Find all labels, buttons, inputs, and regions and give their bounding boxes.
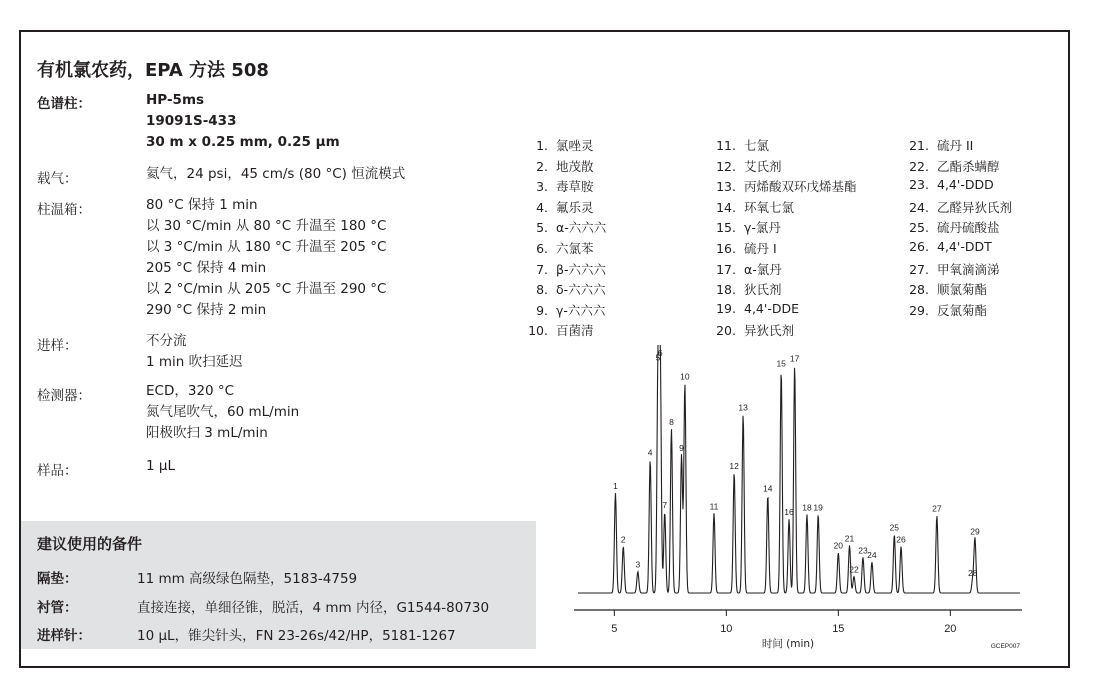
detector-line: 氮气尾吹气，60 mL/min: [146, 404, 300, 420]
legend-item: [526, 136, 594, 154]
legend-name: 4,4'-DDT: [937, 239, 992, 254]
legend-item: [714, 260, 782, 278]
legend-number: 4.: [536, 199, 548, 215]
peak-label: 26: [896, 534, 906, 545]
legend-name: 甲氧滴滴涕: [937, 261, 1000, 277]
liner-label: 衬管：: [37, 600, 78, 616]
legend-item: [526, 239, 594, 257]
legend-name: 毒草胺: [556, 179, 594, 195]
oven-label: 柱温箱：: [37, 202, 91, 218]
legend-item: [526, 177, 594, 195]
column-label: 色谱柱：: [37, 96, 91, 112]
legend-number: 11.: [716, 138, 736, 153]
legend-item: [526, 198, 594, 216]
legend-name: 乙酯杀螨醇: [937, 158, 1000, 174]
peak-label: 24: [867, 550, 877, 561]
legend-name: δ-六六六: [556, 282, 606, 298]
legend-number: 12.: [716, 158, 736, 174]
legend-name: α-氯丹: [744, 261, 782, 277]
legend-number: 26.: [909, 239, 929, 254]
carrier-line: 氦气，24 psi，45 cm/s (80 °C) 恒流模式: [146, 166, 406, 182]
legend-number: 15.: [716, 220, 736, 236]
carrier-label: 载气：: [37, 171, 78, 187]
legend-item: [907, 260, 1000, 278]
liner-value: 直接连接，单细径锥，脱活，4 mm 内径，G1544-80730: [137, 600, 490, 616]
peak-label: 27: [932, 503, 942, 514]
detector-line: 阳极吹扫 3 mL/min: [146, 425, 268, 441]
legend-name: 地茂散: [556, 158, 594, 174]
injection-label: 进样：: [37, 338, 78, 354]
peak-label: 28: [967, 567, 978, 578]
sample-line: 1 μL: [146, 458, 175, 474]
peak-label: 9: [679, 442, 684, 453]
x-axis-title: 时间 (min): [761, 638, 815, 650]
legend-name: 乙醛异狄氏剂: [937, 199, 1013, 215]
legend-number: 8.: [536, 282, 548, 298]
legend-number: 14.: [716, 199, 736, 215]
legend-item: [907, 218, 1000, 236]
peak-label: 11: [709, 501, 719, 512]
legend-item: [526, 280, 606, 298]
peak-label: 25: [889, 522, 900, 533]
syringe-label: 进样针：: [37, 628, 91, 644]
legend-number: 21.: [909, 138, 929, 153]
legend-number: 5.: [536, 220, 548, 236]
legend-name: γ-氯丹: [744, 220, 781, 236]
legend-name: 反氯菊酯: [937, 302, 988, 318]
legend-item: [907, 136, 973, 154]
legend-name: 硫丹硫酸盐: [937, 220, 1000, 236]
figure-code: GCEP007: [990, 643, 1020, 650]
legend-item: [714, 321, 794, 339]
syringe-value: 10 μL，锥尖针头，FN 23-26s/42/HP，5181-1267: [137, 628, 456, 644]
legend-name: 狄氏剂: [744, 282, 782, 298]
column-line: 19091S-433: [146, 113, 237, 129]
parts-title: 建议使用的备件: [37, 535, 143, 553]
carrier-value: [146, 164, 405, 185]
injection-value: [146, 331, 243, 373]
injection-line: 不分流: [146, 333, 187, 349]
legend-item: [907, 157, 1000, 175]
legend-name: 4,4'-DDE: [744, 300, 799, 316]
legend-number: 24.: [909, 199, 929, 215]
peak-label: 17: [789, 353, 800, 364]
legend-number: 19.: [716, 300, 736, 316]
legend-item: [907, 280, 987, 298]
x-tick-label: 20: [944, 623, 957, 635]
detector-label: 检测器：: [37, 388, 91, 404]
septa-value: 11 mm 高级绿色隔垫，5183-4759: [137, 571, 358, 587]
legend-item: [907, 301, 987, 319]
detector-value: [146, 381, 299, 444]
septa-label: 隔垫：: [37, 571, 78, 587]
legend-number: 25.: [909, 220, 929, 236]
oven-line: 以 2 °C/min 从 205 °C 升温至 290 °C: [146, 281, 387, 297]
peak-label: 4: [647, 447, 653, 458]
oven-value: [146, 195, 387, 321]
legend-item: [907, 239, 992, 254]
legend-name: 六氯苯: [556, 241, 594, 256]
peak-label: 8: [669, 416, 674, 427]
legend-item: [714, 218, 781, 236]
legend-item: [526, 260, 606, 278]
x-tick-label: 15: [832, 623, 845, 635]
legend-name: 艾氏剂: [744, 158, 782, 174]
legend-name: α-六六六: [556, 220, 607, 236]
legend-number: 18.: [716, 282, 736, 298]
legend-item: [907, 177, 994, 192]
legend-item: [714, 280, 782, 298]
legend-name: 异狄氏剂: [744, 323, 795, 339]
oven-line: 80 °C 保持 1 min: [146, 197, 258, 213]
peak-label: 1: [613, 481, 618, 492]
x-tick-label: 5: [611, 623, 618, 635]
legend-number: 13.: [716, 179, 736, 195]
legend-name: 丙烯酸双环戊烯基酯: [744, 179, 857, 195]
sample-label: 样品：: [37, 463, 78, 479]
legend-item: [526, 157, 594, 175]
chromatogram: [560, 345, 1030, 669]
peak-label: 16: [784, 507, 794, 518]
legend-name: 硫丹 II: [937, 138, 974, 153]
peak-label: 5: [655, 352, 661, 363]
peak-label: 2: [620, 534, 626, 545]
legend-number: 29.: [909, 302, 929, 318]
legend-item: [907, 198, 1012, 216]
column-line: 30 m x 0.25 mm, 0.25 μm: [146, 134, 340, 150]
legend-item: [714, 239, 777, 257]
legend-name: 顺氯菊酯: [937, 282, 988, 298]
legend-item: [714, 177, 857, 195]
chromatogram-trace: [578, 345, 1020, 593]
legend-name: 环氧七氯: [744, 199, 795, 215]
legend-number: 9.: [536, 302, 548, 318]
x-tick-label: 10: [720, 623, 733, 635]
detector-line: ECD，320 °C: [146, 383, 235, 399]
peak-label: 6: [657, 347, 663, 358]
legend-name: 4,4'-DDD: [937, 177, 994, 193]
peak-label: 12: [729, 460, 739, 471]
legend-number: 16.: [716, 241, 736, 256]
peak-label: 23: [858, 545, 868, 556]
legend-number: 1.: [536, 138, 548, 153]
legend-name: 硫丹 I: [744, 241, 777, 256]
peak-label: 3: [635, 559, 641, 570]
legend-name: 氯唑灵: [556, 138, 594, 153]
legend-number: 3.: [536, 179, 548, 195]
legend-item: [714, 198, 794, 216]
peak-label: 7: [662, 500, 668, 511]
page-title: 有机氯农药，EPA 方法 508: [37, 60, 269, 81]
legend-item: [714, 157, 782, 175]
legend-number: 17.: [716, 261, 736, 277]
sample-value: [146, 456, 175, 477]
x-ticks: [611, 610, 956, 635]
legend-number: 7.: [536, 261, 548, 277]
oven-line: 以 3 °C/min 从 180 °C 升温至 205 °C: [146, 239, 387, 255]
legend-number: 2.: [536, 158, 548, 174]
legend-number: 10.: [528, 323, 548, 339]
peak-label: 15: [776, 358, 786, 369]
peak-label: 20: [833, 540, 844, 551]
peak-label: 14: [763, 483, 773, 494]
legend-item: [526, 301, 605, 319]
legend-number: 20.: [716, 323, 736, 339]
peak-label: 29: [970, 526, 980, 537]
legend-name: β-六六六: [556, 261, 606, 277]
recommended-parts-panel: [21, 521, 536, 649]
peak-label: 10: [680, 371, 690, 382]
legend-number: 27.: [909, 261, 929, 277]
legend-number: 22.: [909, 158, 929, 174]
chromatogram-svg: [560, 345, 1030, 665]
peak-label: 13: [738, 402, 748, 413]
peak-label: 19: [813, 502, 823, 513]
legend-item: [526, 321, 594, 339]
legend-item: [526, 218, 606, 236]
legend-name: 氟乐灵: [556, 199, 594, 215]
legend-number: 28.: [909, 282, 929, 298]
peak-label: 21: [844, 533, 855, 544]
legend-item: [714, 301, 799, 316]
oven-line: 205 °C 保持 4 min: [146, 260, 267, 276]
column-line: HP-5ms: [146, 92, 205, 108]
legend-name: 百菌清: [556, 323, 594, 339]
oven-line: 以 30 °C/min 从 80 °C 升温至 180 °C: [146, 218, 387, 234]
oven-line: 290 °C 保持 2 min: [146, 302, 267, 318]
injection-line: 1 min 吹扫延迟: [146, 354, 243, 370]
peak-label: 18: [802, 502, 812, 513]
peak-label: 22: [849, 564, 859, 575]
column-value: [146, 90, 340, 153]
legend-item: [714, 136, 769, 154]
legend-number: 23.: [909, 177, 929, 193]
legend-name: 七氯: [744, 138, 770, 153]
legend-name: γ-六六六: [556, 302, 606, 318]
legend-number: 6.: [536, 241, 548, 256]
